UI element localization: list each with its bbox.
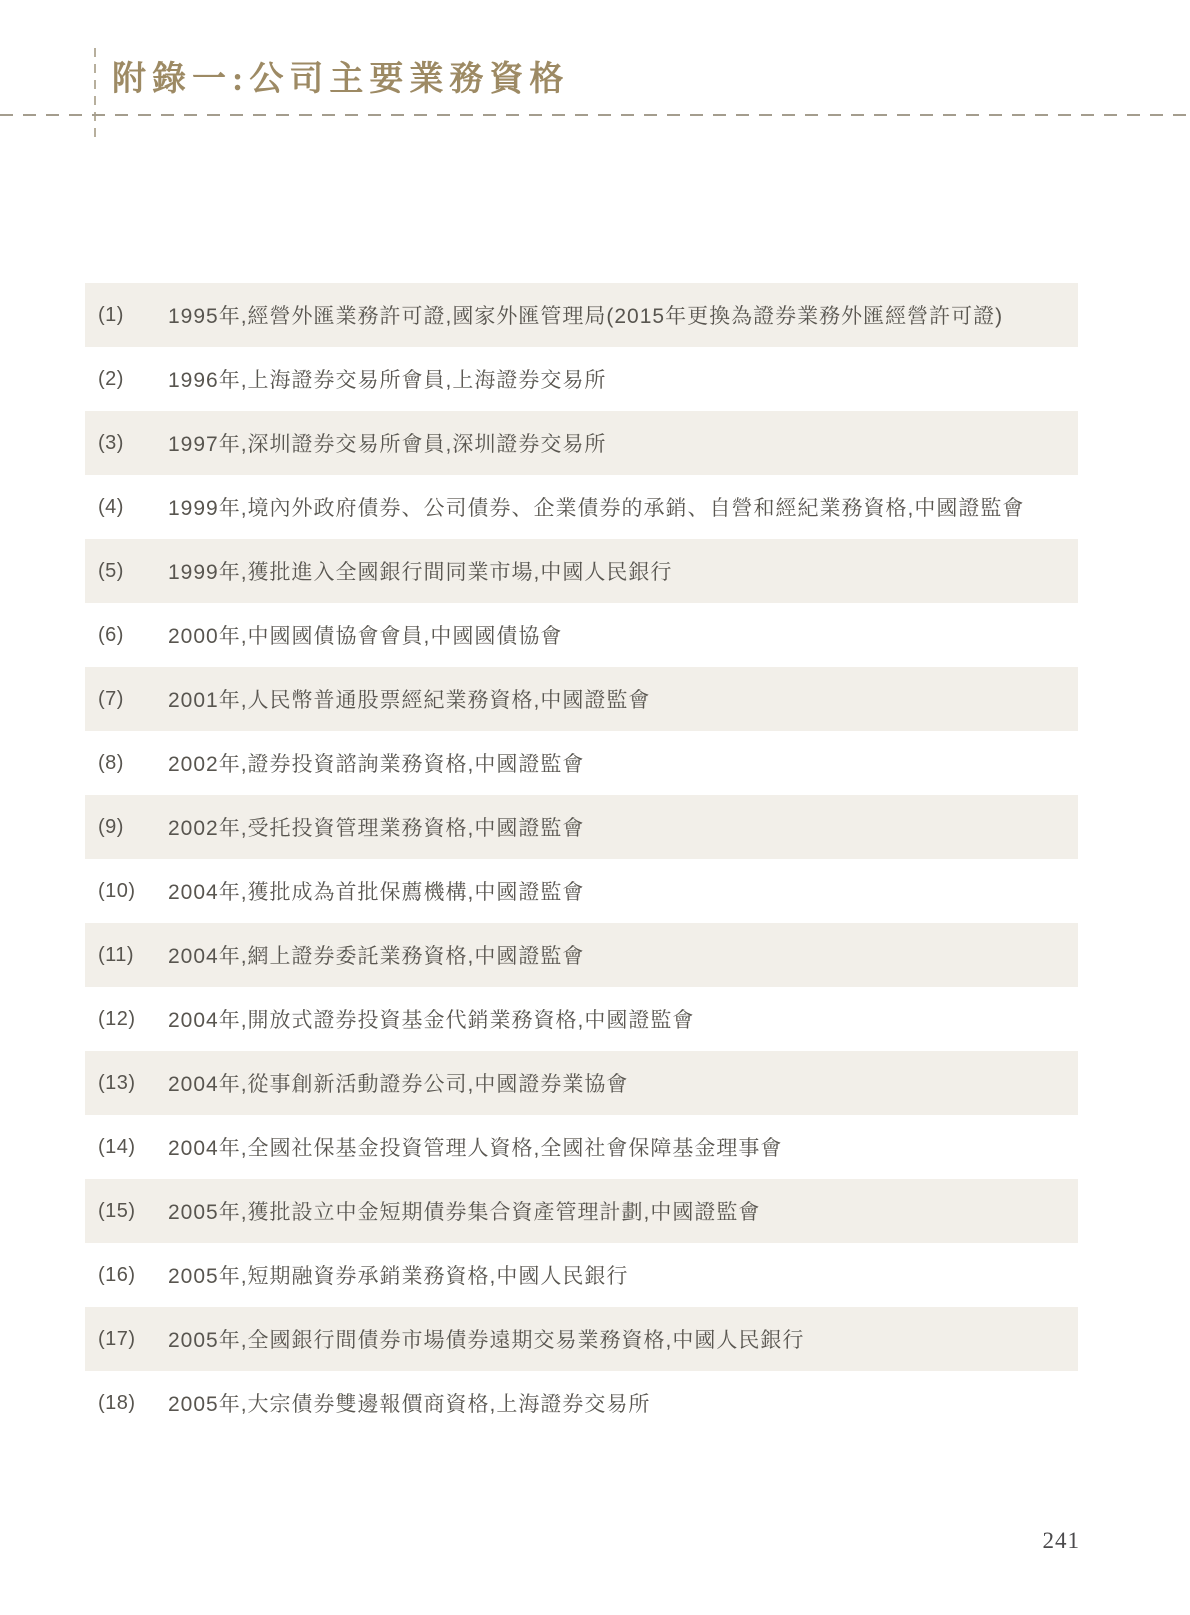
item-text: 2004年,從事創新活動證券公司,中國證券業協會 xyxy=(168,1073,629,1096)
item-text: 2005年,全國銀行間債券市場債券遠期交易業務資格,中國人民銀行 xyxy=(168,1329,805,1352)
item-text: 2004年,獲批成為首批保薦機構,中國證監會 xyxy=(168,881,585,904)
item-text: 1997年,深圳證券交易所會員,深圳證券交易所 xyxy=(168,433,607,456)
item-number: (4) xyxy=(98,495,124,518)
list-item xyxy=(85,923,1078,987)
list-item xyxy=(85,475,1078,539)
item-number: (9) xyxy=(98,815,124,838)
item-text: 2002年,受托投資管理業務資格,中國證監會 xyxy=(168,817,585,840)
item-number: (7) xyxy=(98,687,124,710)
item-number: (17) xyxy=(98,1327,136,1350)
item-text: 1995年,經營外匯業務許可證,國家外匯管理局(2015年更換為證券業務外匯經營許可證) xyxy=(168,305,1004,328)
list-item xyxy=(85,859,1078,923)
item-text: 1999年,獲批進入全國銀行間同業市場,中國人民銀行 xyxy=(168,561,673,584)
list-item xyxy=(85,1371,1078,1435)
list-item xyxy=(85,1051,1078,1115)
item-number: (1) xyxy=(98,303,124,326)
list-item xyxy=(85,667,1078,731)
item-text: 2005年,短期融資券承銷業務資格,中國人民銀行 xyxy=(168,1265,629,1288)
item-text: 2002年,證券投資諮詢業務資格,中國證監會 xyxy=(168,753,585,776)
list-item xyxy=(85,411,1078,475)
item-number: (16) xyxy=(98,1263,136,1286)
header-dashed-divider xyxy=(0,114,1190,116)
item-number: (18) xyxy=(98,1391,136,1414)
item-text: 2004年,開放式證券投資基金代銷業務資格,中國證監會 xyxy=(168,1009,695,1032)
list-item xyxy=(85,1179,1078,1243)
item-text: 1996年,上海證券交易所會員,上海證券交易所 xyxy=(168,369,607,392)
item-number: (12) xyxy=(98,1007,136,1030)
page-number: 241 xyxy=(1042,1528,1080,1553)
list-item xyxy=(85,795,1078,859)
item-number: (6) xyxy=(98,623,124,646)
list-item xyxy=(85,1307,1078,1371)
page-title: 附錄一:公司主要業務資格 xyxy=(112,61,570,98)
item-number: (5) xyxy=(98,559,124,582)
item-text: 2005年,大宗債券雙邊報價商資格,上海證券交易所 xyxy=(168,1393,651,1416)
item-number: (14) xyxy=(98,1135,136,1158)
item-number: (10) xyxy=(98,879,136,902)
item-number: (2) xyxy=(98,367,124,390)
list-item xyxy=(85,603,1078,667)
item-text: 1999年,境內外政府債券、公司債券、企業債券的承銷、自營和經紀業務資格,中國證監會 xyxy=(168,497,1025,520)
qualification-list xyxy=(85,283,1078,1435)
list-item xyxy=(85,283,1078,347)
list-item xyxy=(85,731,1078,795)
item-number: (3) xyxy=(98,431,124,454)
item-text: 2004年,全國社保基金投資管理人資格,全國社會保障基金理事會 xyxy=(168,1137,783,1160)
list-item xyxy=(85,987,1078,1051)
item-text: 2001年,人民幣普通股票經紀業務資格,中國證監會 xyxy=(168,689,651,712)
list-item xyxy=(85,1115,1078,1179)
title-accent-dashed-line xyxy=(94,48,96,140)
item-text: 2005年,獲批設立中金短期債券集合資產管理計劃,中國證監會 xyxy=(168,1201,761,1224)
list-item xyxy=(85,539,1078,603)
item-text: 2004年,網上證券委託業務資格,中國證監會 xyxy=(168,945,585,968)
list-item xyxy=(85,1243,1078,1307)
item-text: 2000年,中國國債協會會員,中國國債協會 xyxy=(168,625,563,648)
item-number: (13) xyxy=(98,1071,136,1094)
item-number: (15) xyxy=(98,1199,136,1222)
item-number: (8) xyxy=(98,751,124,774)
item-number: (11) xyxy=(98,943,135,966)
list-item xyxy=(85,347,1078,411)
